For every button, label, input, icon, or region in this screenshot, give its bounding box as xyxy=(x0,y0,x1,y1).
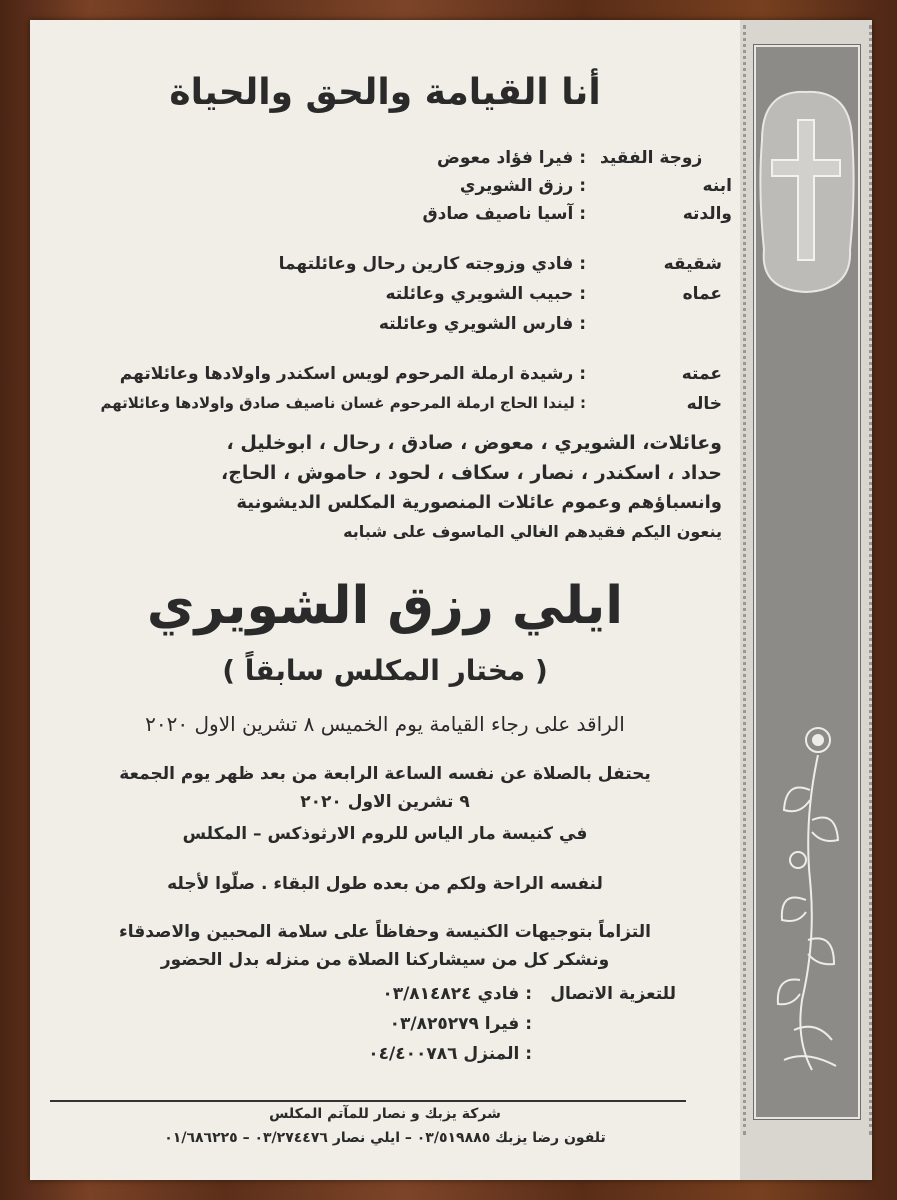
families-line: حداد ، اسكندر ، نصار ، سكاف ، لحود ، حاموش ، الحاج، xyxy=(221,462,722,484)
family-label: زوجة الفقيد xyxy=(600,148,703,168)
family-value: : رزق الشويري xyxy=(459,176,586,196)
obituary-sheet xyxy=(30,20,872,1180)
condolence-label: للتعزية الاتصال xyxy=(550,984,676,1004)
scripture-heading: أنا القيامة والحق والحياة xyxy=(169,72,601,113)
family-value: : ليندا الحاج ارملة المرحوم غسان ناصيف صادق واولادها وعائلاتهم xyxy=(100,394,586,412)
families-line: ينعون اليكم فقيدهم الغالي الماسوف على شبابه xyxy=(343,522,722,541)
family-value: : حبيب الشويري وعائلته xyxy=(385,284,586,304)
contact-line: : فيرا ٠٣/٨٢٥٢٧٩ xyxy=(389,1014,532,1034)
prayer-line: لنفسه الراحة ولكم من بعده طول البقاء . صلّوا لأجله xyxy=(167,874,603,894)
family-label: والدته xyxy=(682,204,732,224)
family-value: : آسيا ناصيف صادق xyxy=(422,204,586,224)
notice-line: التزاماً بتوجيهات الكنيسة وحفاظاً على سلامة المحبين والاصدقاء xyxy=(119,922,651,942)
service-line: يحتفل بالصلاة عن نفسه الساعة الرابعة من بعد ظهر يوم الجمعة xyxy=(119,764,651,784)
footer-divider xyxy=(50,1100,686,1102)
family-label: عمته xyxy=(681,364,722,384)
family-value: : فارس الشويري وعائلته xyxy=(378,314,586,334)
contact-line: : المنزل ٠٤/٤٠٠٧٨٦ xyxy=(368,1044,532,1064)
death-date-line: الراقد على رجاء القيامة يوم الخميس ٨ تشرين الاول ٢٠٢٠ xyxy=(145,712,625,736)
footer-phones: تلفون رضا يزبك ٠٣/٥١٩٨٨٥ – ايلي نصار ٠٣/٢٧٤٤٧٦ – ٠١/٦٨٦٢٢٥ xyxy=(164,1130,606,1146)
service-line: في كنيسة مار الياس للروم الارثوذكس – المكلس xyxy=(182,824,588,844)
family-value: : فادي وزوجته كارين رحال وعائلتهما xyxy=(278,254,586,274)
notice-line: ونشكر كل من سيشاركنا الصلاة من منزله بدل الحضور xyxy=(160,950,610,970)
deceased-name: ايلي رزق الشويري xyxy=(146,576,624,636)
family-label: عماه xyxy=(682,284,722,304)
obituary-text xyxy=(30,20,872,1180)
family-label: شقيقه xyxy=(663,254,722,274)
family-label: خاله xyxy=(686,394,722,414)
deceased-title: ( مختار المكلس سابقاً ) xyxy=(222,654,548,687)
contact-line: : فادي ٠٣/٨١٤٨٢٤ xyxy=(382,984,532,1004)
family-value: : فيرا فؤاد معوض xyxy=(436,148,586,168)
families-line: وانسباؤهم وعموم عائلات المنصورية المكلس الديشونية xyxy=(236,492,722,513)
footer-company: شركة يزبك و نصار للمآتم المكلس xyxy=(269,1106,501,1122)
family-label: ابنه xyxy=(702,176,732,196)
family-value: : رشيدة ارملة المرحوم لويس اسكندر واولادها وعائلاتهم xyxy=(119,364,586,384)
families-line: وعائلات، الشويري ، معوض ، صادق ، رحال ، ابوخليل ، xyxy=(226,432,722,454)
service-line: ٩ تشرين الاول ٢٠٢٠ xyxy=(300,792,470,812)
